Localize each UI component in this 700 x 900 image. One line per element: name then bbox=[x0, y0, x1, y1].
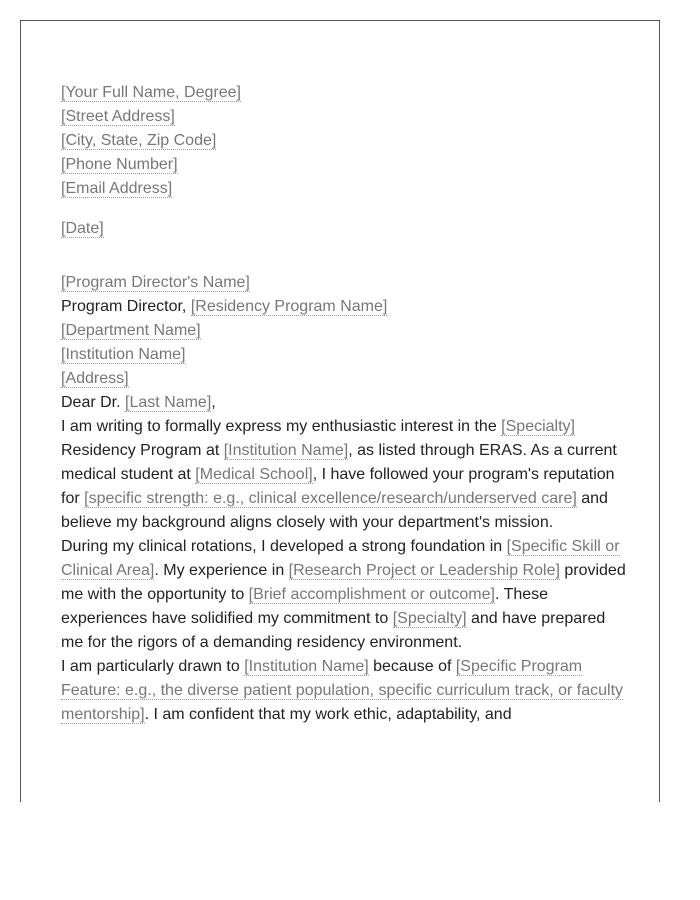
paragraph-3 bbox=[61, 655, 631, 727]
sender-city[interactable]: [City, State, Zip Code] bbox=[61, 132, 217, 149]
recipient-address[interactable]: [Address] bbox=[61, 370, 129, 387]
paragraph-2 bbox=[61, 535, 631, 655]
p1-strength[interactable]: [specific strength: e.g., clinical excellence/research/underserved care] bbox=[84, 490, 577, 507]
p2-accomplishment[interactable]: [Brief accomplishment or outcome] bbox=[248, 586, 495, 603]
sender-phone[interactable]: [Phone Number] bbox=[61, 156, 178, 173]
p2-text-1: During my clinical rotations, I developed a strong foundation in bbox=[61, 538, 507, 555]
p2-text-2: . My experience in bbox=[154, 562, 289, 579]
p2-project[interactable]: [Research Project or Leadership Role] bbox=[288, 562, 560, 579]
sender-email[interactable]: [Email Address] bbox=[61, 180, 173, 197]
recipient-department[interactable]: [Department Name] bbox=[61, 322, 201, 339]
date-block bbox=[61, 217, 631, 241]
p2-text-3: provided me with the opportunity to bbox=[61, 562, 626, 603]
recipient-name[interactable]: [Program Director's Name] bbox=[61, 274, 250, 291]
salutation-prefix: Dear Dr. bbox=[61, 394, 126, 411]
p3-feature[interactable]: [Specific Program Feature: e.g., the diverse patient population, specific curriculum track, or faculty mentorship] bbox=[61, 658, 624, 723]
recipient-program[interactable]: [Residency Program Name] bbox=[190, 298, 388, 315]
p2-specialty[interactable]: [Specialty] bbox=[392, 610, 467, 627]
sender-street[interactable]: [Street Address] bbox=[61, 108, 175, 125]
p3-institution[interactable]: [Institution Name] bbox=[244, 658, 369, 675]
p2-text-5: and have prepared me for the rigors of a demanding residency environment. bbox=[61, 610, 606, 651]
salutation bbox=[61, 391, 631, 415]
p1-institution[interactable]: [Institution Name] bbox=[223, 442, 349, 459]
letter-body bbox=[61, 81, 631, 727]
recipient-title-prefix: Program Director, bbox=[61, 298, 191, 315]
p1-text-4: , I have followed your program's reputation for bbox=[61, 466, 615, 507]
p1-text-2: Residency Program at bbox=[61, 442, 224, 459]
sender-block bbox=[61, 81, 631, 201]
p2-skill[interactable]: [Specific Skill or Clinical Area] bbox=[61, 538, 620, 579]
recipient-institution[interactable]: [Institution Name] bbox=[61, 346, 186, 363]
p2-text-4: . These experiences have solidified my commitment to bbox=[61, 586, 549, 627]
recipient-block bbox=[61, 271, 631, 391]
p3-text-2: because of bbox=[368, 658, 456, 675]
p1-text-3: , as listed through ERAS. As a current medical student at bbox=[61, 442, 617, 483]
document-page bbox=[20, 20, 660, 802]
salutation-suffix: , bbox=[211, 394, 216, 411]
p1-text-5: and believe my background aligns closely with your department's mission. bbox=[61, 490, 608, 531]
p1-text-1: I am writing to formally express my enthusiastic interest in the bbox=[61, 418, 502, 435]
p3-text-1: I am particularly drawn to bbox=[61, 658, 245, 675]
p1-specialty[interactable]: [Specialty] bbox=[501, 418, 575, 435]
paragraph-1 bbox=[61, 415, 631, 535]
p1-medical-school[interactable]: [Medical School] bbox=[195, 466, 313, 483]
p3-text-3: . I am confident that my work ethic, adaptability, and bbox=[144, 706, 512, 723]
letter-date[interactable]: [Date] bbox=[61, 220, 104, 237]
salutation-last-name[interactable]: [Last Name] bbox=[125, 394, 212, 411]
sender-name[interactable]: [Your Full Name, Degree] bbox=[61, 84, 241, 101]
